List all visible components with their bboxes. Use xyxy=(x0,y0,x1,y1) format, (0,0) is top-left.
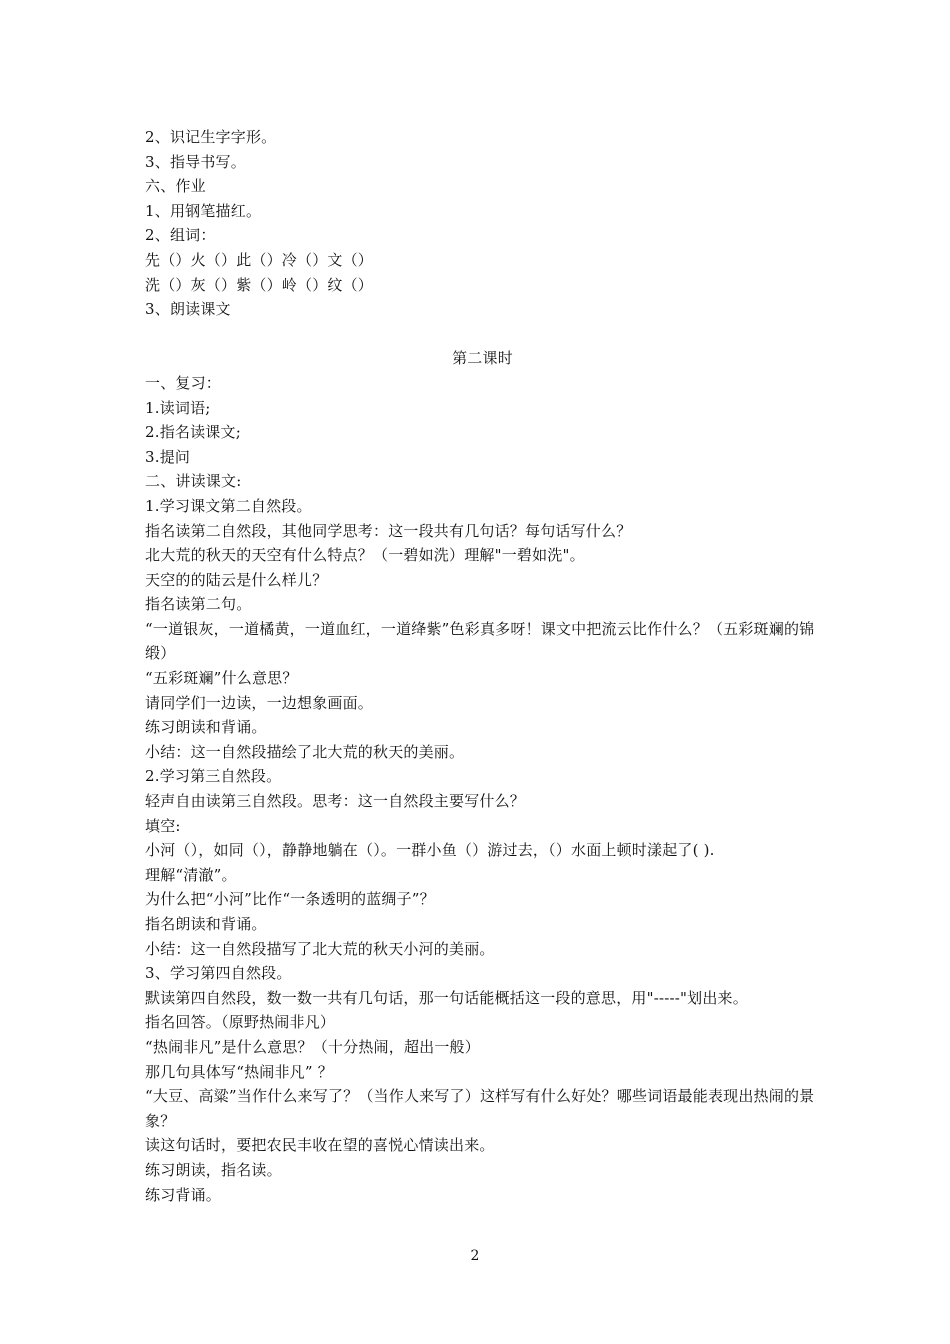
text-line: 1.学习课文第二自然段。 xyxy=(145,496,312,515)
section-title: 第二课时 xyxy=(452,349,513,368)
text-line: “五彩斑斓”什么意思？ xyxy=(145,669,298,688)
text-line: 请同学们一边读，一边想象画面。 xyxy=(145,693,374,712)
text-line: 小结：这一自然段描绘了北大荒的秋天的美丽。 xyxy=(145,742,465,761)
text-line: 1.读词语; xyxy=(145,398,211,417)
text-line: 北大荒的秋天的天空有什么特点？（一碧如洗）理解"一碧如洗"。 xyxy=(145,546,585,565)
text-line: 2、组词： xyxy=(145,226,216,245)
text-line: 练习朗读，指名读。 xyxy=(145,1160,282,1179)
text-line: 默读第四自然段，数一数一共有几句话，那一句话能概括这一段的意思，用"-----"划出来。 xyxy=(145,988,748,1007)
text-line: 指名朗读和背诵。 xyxy=(145,915,267,933)
text-line: 理解“清澈”。 xyxy=(145,865,237,884)
page-content xyxy=(145,125,820,1207)
text-line: 二、讲读课文: xyxy=(145,472,242,491)
text-line: 小河（），如同（），静静地躺在（）。一群小鱼（）游过去，（）水面上顿时漾起了( ). xyxy=(145,841,715,860)
text-line: 填空: xyxy=(145,816,181,835)
text-line: 洗（）灰（）紫（）岭（）纹（） xyxy=(145,275,374,294)
text-line: 六、作业 xyxy=(145,177,206,196)
text-line: 3.提问 xyxy=(145,447,191,466)
text-line: 先（）火（）此（）冷（）文（） xyxy=(145,250,374,269)
text-line: 指名回答。（原野热闹非凡） xyxy=(145,1013,336,1032)
page-number: 2 xyxy=(470,1248,480,1264)
text-line: 轻声自由读第三自然段。思考：这一自然段主要写什么？ xyxy=(145,792,526,811)
text-line: 天空的的陆云是什么样儿？ xyxy=(145,570,328,589)
text-line: 1、用钢笔描红。 xyxy=(145,201,262,220)
text-line: 2.学习第三自然段。 xyxy=(145,767,282,786)
text-line: 那几句具体写“热闹非凡” ？ xyxy=(145,1062,333,1081)
text-line: 小结：这一自然段描写了北大荒的秋天小河的美丽。 xyxy=(145,939,495,958)
text-line: “热闹非凡”是什么意思？（十分热闹，超出一般） xyxy=(145,1037,480,1056)
text-line: 为什么把“小河”比作“一条透明的蓝绸子”？ xyxy=(145,890,435,909)
text-line: 3、朗读课文 xyxy=(145,300,231,319)
text-line: 2.指名读课文; xyxy=(145,423,241,442)
blank-line xyxy=(145,322,820,347)
text-line: 3、指导书写。 xyxy=(145,152,246,171)
text-line: 读这句话时，要把农民丰收在望的喜悦心情读出来。 xyxy=(145,1136,495,1155)
text-line: 3、学习第四自然段。 xyxy=(145,964,292,983)
text-line: 练习朗读和背诵。 xyxy=(145,718,267,737)
text-line: “一道银灰，一道橘黄，一道血红，一道绛紫”色彩真多呀！课文中把流云比作什么？（五彩斑斓的锦缎） xyxy=(145,619,815,663)
text-line: “大豆、高粱”当作什么来写了？（当作人来写了）这样写有什么好处？哪些词语最能表现出热闹的景象？ xyxy=(145,1087,815,1130)
text-line: 2、识记生字字形。 xyxy=(145,128,277,146)
text-line: 练习背诵。 xyxy=(145,1185,222,1204)
text-line: 指名读第二句。 xyxy=(145,595,252,614)
text-line: 指名读第二自然段，其他同学思考：这一段共有几句话？每句话写什么？ xyxy=(145,521,632,540)
text-line: 一、复习： xyxy=(145,373,222,392)
